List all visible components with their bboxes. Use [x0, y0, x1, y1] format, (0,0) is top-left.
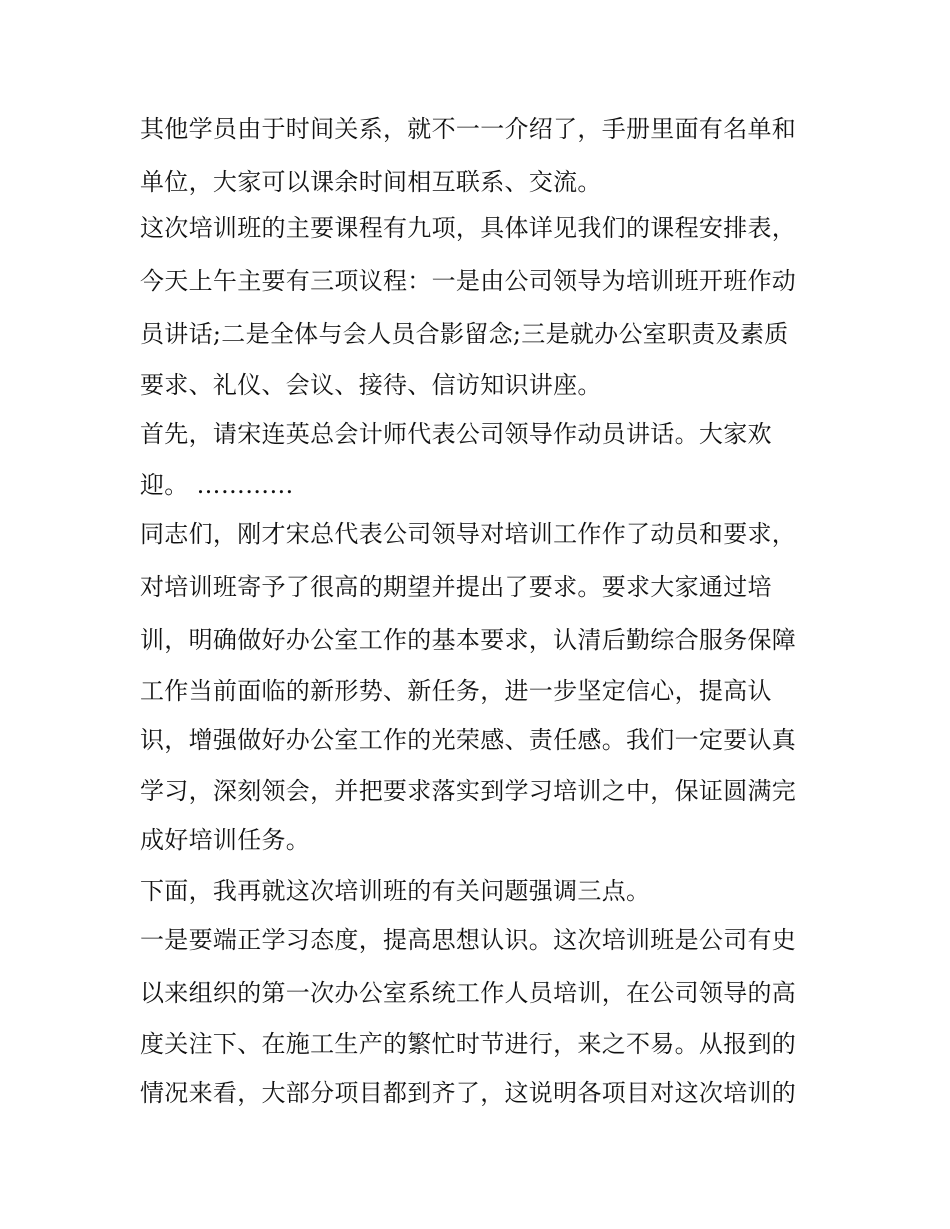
text-line: 对培训班寄予了很高的期望并提出了要求。要求大家通过培 [140, 573, 772, 601]
text-line: 工作当前面临的新形势、新任务，进一步坚定信心，提高认 [140, 677, 772, 705]
text-line: 训，明确做好办公室工作的基本要求，认清后勤综合服务保障 [140, 626, 797, 654]
text-line: 同志们，刚才宋总代表公司领导对培训工作作了动员和要求， [140, 520, 797, 548]
text-line: 其他学员由于时间关系，就不一一介绍了，手册里面有名单和 [140, 115, 797, 143]
text-line: 迎。 ………… [140, 471, 294, 499]
text-line: 学习，深刻领会，并把要求落实到学习培训之中，保证圆满完 [140, 777, 797, 805]
text-line: 这次培训班的主要课程有九项，具体详见我们的课程安排表， [140, 214, 797, 242]
text-line: 度关注下、在施工生产的繁忙时节进行，来之不易。从报到的 [140, 1030, 797, 1058]
text-line: 成好培训任务。 [140, 826, 311, 854]
text-line: 首先，请宋连英总会计师代表公司领导作动员讲话。大家欢 [140, 420, 772, 448]
text-line: 单位，大家可以课余时间相互联系、交流。 [140, 168, 602, 196]
text-line: 员讲话;二是全体与会人员合影留念;三是就办公室职责及素质 [140, 320, 789, 348]
text-line: 今天上午主要有三项议程：一是由公司领导为培训班开班作动 [140, 267, 797, 295]
text-line: 一是要端正学习态度，提高思想认识。这次培训班是公司有史 [140, 926, 797, 954]
text-line: 下面，我再就这次培训班的有关问题强调三点。 [140, 877, 651, 905]
text-line: 要求、礼仪、会议、接待、信访知识讲座。 [140, 371, 602, 399]
text-line: 情况来看，大部分项目都到齐了，这说明各项目对这次培训的 [140, 1079, 797, 1107]
text-line: 以来组织的第一次办公室系统工作人员培训，在公司领导的高 [140, 979, 797, 1007]
text-line: 识，增强做好办公室工作的光荣感、责任感。我们一定要认真 [140, 726, 797, 754]
